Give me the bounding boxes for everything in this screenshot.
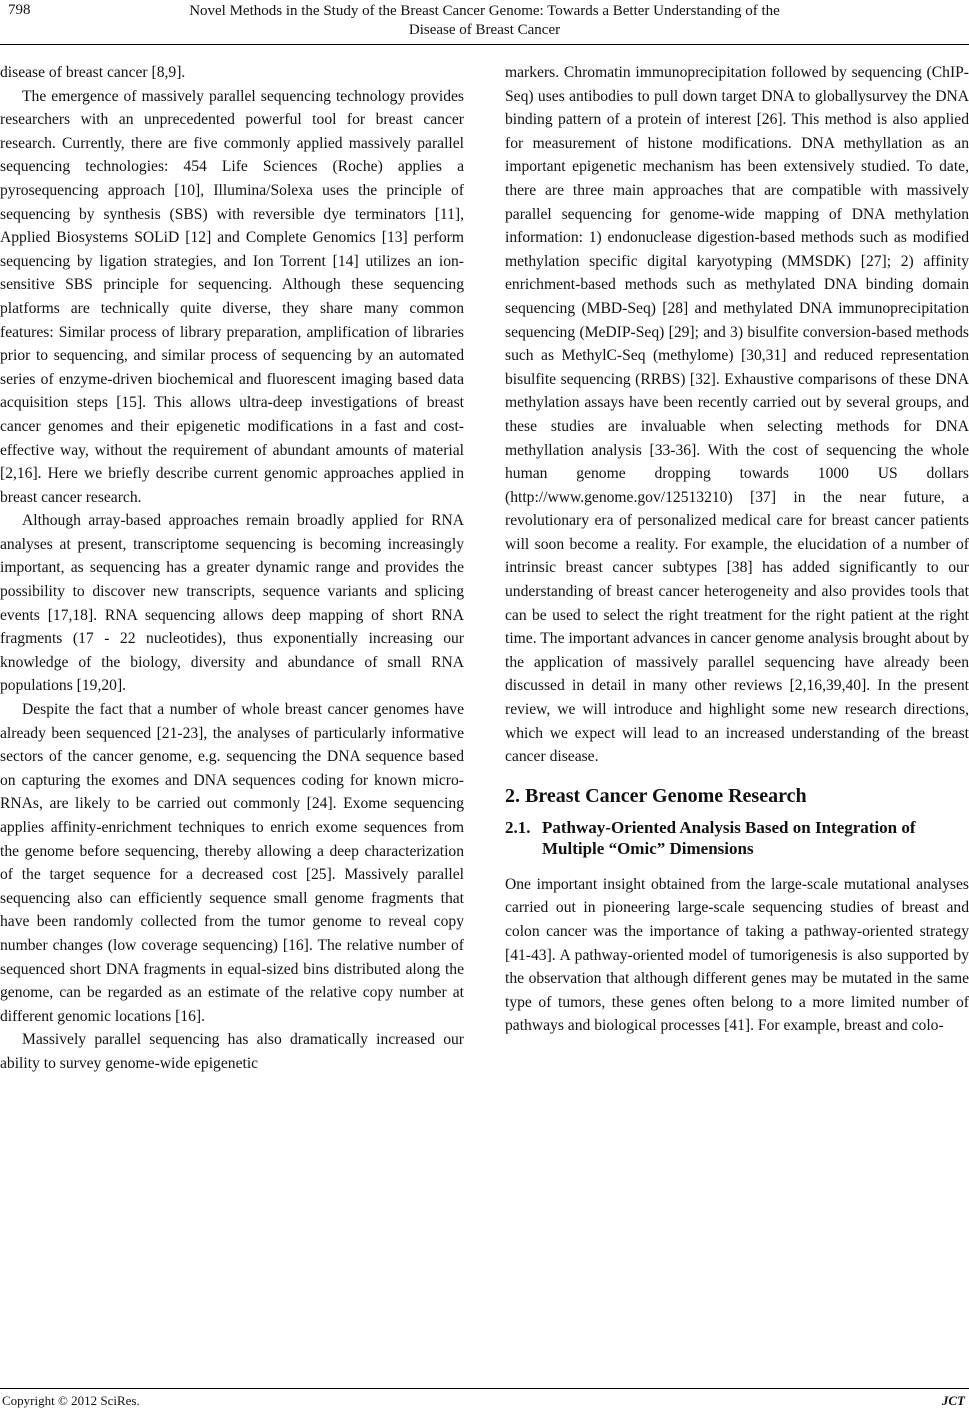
paragraph: The emergence of massively parallel sequencing technology provides researchers with an unprecedented powerful tool for breast cancer research. Currently, there are five commonly applied massively parallel sequencing technologies: 454 Life Sciences (Roche) applies a pyrosequencing approach [10], Illumina/Solexa uses the principle of sequencing by synthesis (SBS) with reversible dye terminators [11], Applied Biosystems SOLiD [12] and Complete Genomics [13] perform sequencing by ligation strategies, and Ion Torrent [14] utilizes an ion-sensitive SBS principle for sequencing. Although these sequencing platforms are technically quite diverse, they share many common features: Similar process of library preparation, amplification of libraries prior to sequencing, and similar process of sequencing by an automated series of enzyme-driven biochemical and fluorescent imaging based data acquisition steps [15]. This allows ultra-deep investigations of breast cancer genomes and their epigenetic modifications in a fast and cost-effective way, without the requirement of abundant amounts of material [2,16]. Here we briefly describe current genomic approaches applied in breast cancer research. — [0, 87, 464, 506]
running-head — [40, 2, 929, 40]
paragraph: markers. Chromatin immunoprecipitation followed by sequencing (ChIP-Seq) uses antibodies to pull down target DNA to globallysurvey the DNA binding pattern of a protein of interest [26]. This method is also applied for measurement of histone modifications. DNA methyllation as an important epigenetic mechanism has been extensively studied. To date, there are three main approaches that are compatible with massively parallel sequencing for genome-wide mapping of DNA methylation information: 1) endonuclease digestion-based methods such as modified methylation specific digital karyotyping (MMSDK) [27]; 2) affinity enrichment-based methods such as methylated DNA binding domain sequencing (MBD-Seq) [28] and methylated DNA immunoprecipitation sequencing (MeDIP-Seq) [29]; and 3) bisulfite conversion-based methods such as MethylC-Seq (methylome) [30,31] and reduced representation bisulfite sequencing (RRBS) [32]. Exhaustive comparisons of these DNA methylation assays have been recently carried out by several groups, and these studies are invaluable when selecting methods for DNA methyllation analysis [33-36]. With the cost of sequencing the whole human genome dropping towards 1000 US dollars (http://www.genome.gov/12513210) [37] in the near future, a revolutionary era of personalized medical care for breast cancer patients will soon become a reality. For example, the elucidation of a number of intrinsic breast cancer subtypes [38] has added significantly to our understanding of breast cancer heterogeneity and also provides tools that can be used to select the right treatment for the right patient at the right time. The important advances in cancer genome analysis brought about by the application of massively parallel sequencing have already been discussed in detail in many other reviews [2,16,39,40]. In the present review, we will introduce and highlight some new research directions, which we expect will lead to an increased understanding of the breast cancer disease. — [505, 64, 969, 766]
right-column — [505, 61, 969, 1038]
journal-abbreviation: JCT — [941, 1393, 965, 1408]
paragraph: One important insight obtained from the large-scale mutational analyses carried out in pioneering large-scale sequencing studies of breast and colon cancer was the importance of taking a pathway-oriented strategy [41-43]. A pathway-oriented model of tumorigenesis is also supported by the observation that although different genes may be mutated in the same type of tumors, these genes often belong to a more limited number of pathways and biological processes [41]. For example, breast and colo- — [505, 875, 969, 1035]
subsection-number: 2.1. — [505, 817, 531, 837]
running-title-line-1: Novel Methods in the Study of the Breast Cancer Genome: Towards a Better Understanding of the — [189, 3, 780, 19]
section-heading: 2. Breast Cancer Genome Research — [505, 784, 807, 807]
copyright: Copyright © 2012 SciRes. — [2, 1393, 140, 1408]
page-number: 798 — [8, 2, 31, 18]
footer-rule — [0, 1388, 969, 1389]
running-title-line-2: Disease of Breast Cancer — [408, 22, 561, 38]
paragraph: Massively parallel sequencing has also dramatically increased our ability to survey genome-wide epigenetic — [0, 1031, 464, 1072]
paragraph: disease of breast cancer [8,9]. — [0, 64, 186, 81]
left-column — [0, 61, 464, 1076]
subsection-heading — [505, 817, 969, 859]
header-rule — [0, 44, 969, 45]
subsection-title: Pathway-Oriented Analysis Based on Integration of Multiple “Omic” Dimensions — [542, 817, 916, 858]
paragraph: Although array-based approaches remain broadly applied for RNA analyses at present, transcriptome sequencing is becoming increasingly important, as sequencing has a greater dynamic range and provides the possibility to discover new transcripts, sequence variants and splicing events [17,18]. RNA sequencing allows deep mapping of short RNA fragments (17 - 22 nucleotides), thus exponentially increasing our knowledge of the biology, diversity and abundance of small RNA populations [19,20]. — [0, 512, 464, 695]
paragraph: Despite the fact that a number of whole breast cancer genomes have already been sequenced [21-23], the analyses of particularly informative sectors of the cancer genome, e.g. sequencing the DNA sequence based on capturing the exomes and DNA sequences coding for known micro-RNAs, are likely to be carried out commonly [24]. Exome sequencing applies affinity-enrichment techniques to enrich exome sequences from the genome before sequencing, thereby allowing a deep characterization of the target sequence for a decreased cost [25]. Massively parallel sequencing also can efficiently sequence small genome fragments that have been randomly collected from the tumor genome to reveal copy number changes (low coverage sequencing) [16]. The relative number of sequenced short DNA fragments in equal-sized bins distributed along the genome, can be regarded as an estimate of the relative copy number at different genomic locations [16]. — [0, 701, 464, 1025]
